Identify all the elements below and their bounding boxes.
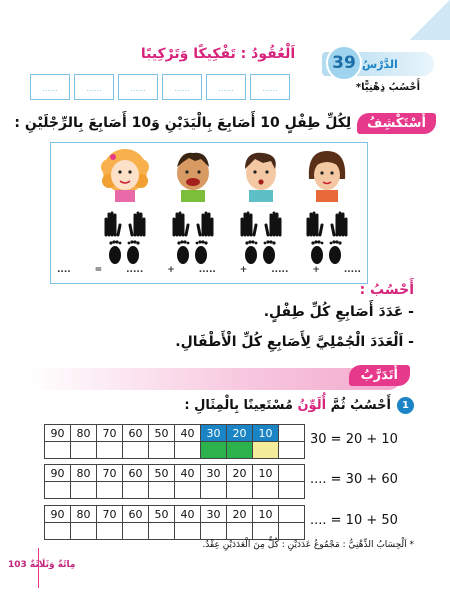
- color-cell[interactable]: [227, 482, 253, 499]
- instruction-color-word: أُلَوِّنُ: [297, 398, 327, 413]
- grid-cell: 60: [123, 425, 149, 442]
- color-cell[interactable]: [227, 523, 253, 540]
- grid-cell: 20: [227, 506, 253, 523]
- mental-calc-row: [30, 73, 420, 101]
- hands-icon: [305, 209, 349, 237]
- grid-cell: 40: [175, 506, 201, 523]
- grid-cell: 10: [253, 425, 279, 442]
- hands-icon: [239, 209, 283, 237]
- hands-icon: [171, 209, 215, 237]
- sum-blank[interactable]: .....: [198, 265, 216, 275]
- hands-icon: [103, 209, 147, 237]
- answer-box[interactable]: ......: [206, 74, 246, 100]
- color-cell[interactable]: [97, 442, 123, 459]
- grid-cell: 90: [45, 465, 71, 482]
- color-cell[interactable]: [123, 482, 149, 499]
- grid-cell: 80: [71, 425, 97, 442]
- color-cell[interactable]: [45, 523, 71, 540]
- feet-icon: [173, 239, 211, 265]
- color-cell[interactable]: [71, 482, 97, 499]
- color-cell[interactable]: [175, 482, 201, 499]
- color-cell[interactable]: [97, 523, 123, 540]
- exercise-row: [44, 505, 440, 539]
- discover-row: [14, 110, 436, 136]
- sum-symbol: +: [312, 265, 320, 275]
- color-cell[interactable]: [279, 482, 305, 499]
- footnote: * اَلْحِسَابُ الذِّهْنِيُّ : مَجْمُوعُ عَدَدَيْنِ : كُلٌّ مِنَ الْعَدَدَيْنِ عِقْدٌ.: [202, 540, 414, 550]
- color-cell[interactable]: [175, 442, 201, 459]
- sum-symbol: +: [239, 265, 248, 275]
- number-grid: [44, 505, 305, 540]
- page-corner-decoration: [410, 0, 450, 40]
- discover-badge: أَسْتَكْشِفُ: [357, 113, 436, 134]
- sum-blank[interactable]: .....: [126, 265, 144, 275]
- feet-icon: [307, 239, 345, 265]
- practice-band: [30, 368, 400, 390]
- answer-box[interactable]: ......: [118, 74, 158, 100]
- mental-calc-label: أَحْسُبُ ذِهْنِيًّا*: [355, 81, 420, 93]
- grid-cell: 40: [175, 465, 201, 482]
- mental-calc-boxes: [30, 74, 290, 100]
- number-grid: [44, 464, 305, 499]
- grid-cell-empty: [279, 465, 305, 482]
- grid-cell-empty: [279, 425, 305, 442]
- grid-cell: 50: [149, 425, 175, 442]
- grid-cell: 10: [253, 506, 279, 523]
- color-cell[interactable]: [201, 523, 227, 540]
- answer-box[interactable]: ......: [162, 74, 202, 100]
- color-cell[interactable]: [123, 442, 149, 459]
- equation: 30 = 20 + 10: [310, 432, 398, 447]
- color-cell[interactable]: [71, 442, 97, 459]
- color-cell[interactable]: [253, 482, 279, 499]
- grid-cell: 20: [227, 465, 253, 482]
- grid-cell: 80: [71, 506, 97, 523]
- color-cell[interactable]: [253, 523, 279, 540]
- discover-text: لِكُلِّ طِفْلٍ 10 أَصَابِعَ بِالْيَدَيْنِ وَ10 أَصَابِعَ بِالرِّجْلَيْنِ :: [14, 115, 352, 131]
- child-face-icon: [167, 145, 219, 203]
- color-cell[interactable]: [279, 442, 305, 459]
- child-face-icon: [99, 145, 151, 203]
- instruction-text: [184, 398, 391, 413]
- feet-icon: [241, 239, 279, 265]
- color-cell[interactable]: [201, 442, 227, 459]
- top-band: [0, 0, 450, 46]
- instruction-part: أَحْسُبُ ثُمَّ: [326, 398, 391, 413]
- grid-cell: 70: [97, 465, 123, 482]
- color-cell[interactable]: [45, 482, 71, 499]
- color-cell[interactable]: [279, 523, 305, 540]
- grid-cell: 30: [201, 506, 227, 523]
- grid-cell: 80: [71, 465, 97, 482]
- number-grid: [44, 424, 305, 459]
- page-number: مِائَةٌ وَثَلَاثَةٌ 103: [8, 560, 76, 570]
- compute-item: - اَلْعَدَدَ الْجُمْلِيَّ لِأَصَابِعِ كُلِّ الْأَطْفَالِ.: [175, 334, 414, 350]
- children-illustration-box: [50, 142, 368, 284]
- sum-blank[interactable]: .....: [343, 265, 361, 275]
- grid-cell: 90: [45, 506, 71, 523]
- color-cell[interactable]: [253, 442, 279, 459]
- grid-cell: 20: [227, 425, 253, 442]
- children-sum-line: [57, 265, 361, 281]
- exercise-instruction: [184, 397, 414, 414]
- lesson-number: 39: [326, 45, 362, 81]
- grid-cell: 30: [201, 465, 227, 482]
- lesson-label: الدَّرْسُ: [362, 57, 398, 71]
- grid-cell: 70: [97, 506, 123, 523]
- child-face-icon: [301, 145, 353, 203]
- exercise-number: 1: [397, 397, 414, 414]
- sum-symbol: +: [167, 265, 175, 275]
- color-cell[interactable]: [123, 523, 149, 540]
- grid-cell: 60: [123, 506, 149, 523]
- color-cell[interactable]: [175, 523, 201, 540]
- instruction-part: مُسْتَعِينًا بِالْمِثَالِ :: [184, 398, 298, 413]
- color-cell[interactable]: [97, 482, 123, 499]
- grid-cell: 50: [149, 506, 175, 523]
- sum-blank[interactable]: ....: [57, 265, 71, 275]
- grid-cell: 70: [97, 425, 123, 442]
- grid-cell: 30: [201, 425, 227, 442]
- answer-box[interactable]: ......: [30, 74, 70, 100]
- equation: .... = 30 + 60: [310, 472, 398, 487]
- exercise-row: [44, 424, 440, 458]
- exercise-row: [44, 464, 440, 498]
- color-cell[interactable]: [149, 442, 175, 459]
- answer-box[interactable]: ......: [250, 74, 290, 100]
- answer-box[interactable]: ......: [74, 74, 114, 100]
- feet-icon: [105, 239, 143, 265]
- color-cell[interactable]: [201, 482, 227, 499]
- sum-symbol: =: [94, 265, 103, 275]
- sum-blank[interactable]: .....: [271, 265, 289, 275]
- grid-cell: 50: [149, 465, 175, 482]
- color-cell[interactable]: [71, 523, 97, 540]
- grid-cell: 90: [45, 425, 71, 442]
- grid-cell: 40: [175, 425, 201, 442]
- grid-cell: 10: [253, 465, 279, 482]
- equation: .... = 10 + 50: [310, 513, 398, 528]
- practice-badge: أَتَدَرَّبُ: [349, 365, 410, 386]
- color-cell[interactable]: [149, 523, 175, 540]
- compute-heading: أَحْسُبُ :: [359, 282, 414, 298]
- color-cell[interactable]: [45, 442, 71, 459]
- color-cell[interactable]: [149, 482, 175, 499]
- lesson-title: اَلْعُقُودُ : تَفْكِيكًا وَتَرْكِيبًا: [140, 46, 296, 62]
- grid-cell-empty: [279, 506, 305, 523]
- compute-item: - عَدَدَ أَصَابِعِ كُلِّ طِفْلٍ.: [263, 304, 414, 320]
- color-cell[interactable]: [227, 442, 253, 459]
- child-face-icon: [235, 145, 287, 203]
- grid-cell: 60: [123, 465, 149, 482]
